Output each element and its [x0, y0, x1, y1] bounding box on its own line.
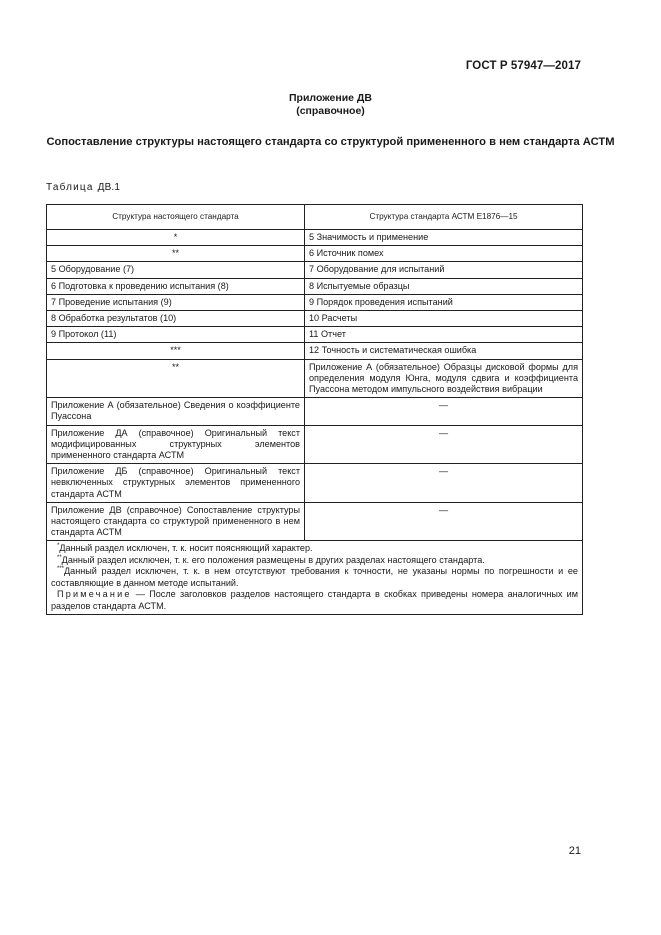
- footnotes: [51, 543, 578, 589]
- footnote-mark: *: [57, 543, 60, 550]
- table-body: [47, 230, 583, 541]
- table-row: [47, 230, 583, 246]
- table-row: [47, 278, 583, 294]
- footnote-text: Данный раздел исключен, т. к. его положения размещены в других разделах настоящего стандарта.: [61, 554, 485, 565]
- cell-current-standard: 9 Протокол (11): [47, 327, 305, 343]
- appendix-title: Приложение ДВ: [289, 92, 372, 104]
- cell-astm-standard: 8 Испытуемые образцы: [305, 278, 583, 294]
- col-header-current-standard: Структура настоящего стандарта: [47, 205, 305, 230]
- table-row: [47, 425, 583, 464]
- cell-astm-standard: Приложение А (обязательное) Образцы дисковой формы для определения модуля Юнга, модуля сдвига и коэффициента Пуассона методом импульсного воздействия вибрации: [305, 359, 583, 398]
- cell-astm-standard: 10 Расчеты: [305, 311, 583, 327]
- table-row: [47, 359, 583, 398]
- table-label-number: ДВ.1: [97, 182, 121, 193]
- table-row: [47, 311, 583, 327]
- note-text: — После заголовков разделов настоящего стандарта в скобках приведены номера аналогичных им разделов стандарта АСТМ.: [51, 589, 578, 611]
- footnote-text: Данный раздел исключен, т. к. в нем отсутствуют требования к точности, не указаны нормы по погрешности и ее составляющие в данном методе испытаний.: [51, 566, 578, 588]
- cell-current-standard: Приложение ДБ (справочное) Оригинальный текст невключенных структурных элементов примененного стандарта АСТМ: [47, 464, 305, 503]
- cell-astm-standard: —: [305, 464, 583, 503]
- footnote-mark: **: [57, 554, 62, 561]
- page-number: 21: [568, 845, 581, 857]
- table-header-row: [47, 205, 583, 230]
- cell-current-standard: 5 Оборудование (7): [47, 262, 305, 278]
- table-row: [47, 398, 583, 425]
- comparison-table: [46, 204, 583, 615]
- cell-astm-standard: 12 Точность и систематическая ошибка: [305, 343, 583, 359]
- cell-current-standard: *: [47, 230, 305, 246]
- cell-current-standard: 7 Проведение испытания (9): [47, 294, 305, 310]
- table-row: [47, 343, 583, 359]
- footnote: [51, 543, 578, 554]
- cell-current-standard: **: [47, 359, 305, 398]
- footnote-mark: ***: [57, 566, 65, 573]
- cell-current-standard: **: [47, 246, 305, 262]
- cell-astm-standard: —: [305, 502, 583, 541]
- notes-row: [47, 541, 583, 614]
- table-label: [46, 182, 120, 193]
- cell-current-standard: Приложение А (обязательное) Сведения о коэффициенте Пуассона: [47, 398, 305, 425]
- cell-astm-standard: 6 Источник помех: [305, 246, 583, 262]
- col-header-astm-standard: Структура стандарта АСТМ E1876—15: [305, 205, 583, 230]
- table-label-word: Таблица: [46, 182, 94, 193]
- footnote: [51, 566, 578, 589]
- cell-astm-standard: —: [305, 398, 583, 425]
- table-row: [47, 464, 583, 503]
- document-code: ГОСТ Р 57947—2017: [465, 60, 581, 72]
- main-title: Сопоставление структуры настоящего стандарта со структурой примененного в нем стандарта АСТМ: [46, 136, 615, 148]
- footnote-text: Данный раздел исключен, т. к. носит поясняющий характер.: [59, 543, 313, 554]
- table-row: [47, 262, 583, 278]
- cell-astm-standard: 5 Значимость и применение: [305, 230, 583, 246]
- cell-current-standard: ***: [47, 343, 305, 359]
- table-row: [47, 294, 583, 310]
- note-label: Примечание: [57, 589, 132, 600]
- appendix-heading: [0, 92, 661, 118]
- table-row: [47, 246, 583, 262]
- cell-astm-standard: 9 Порядок проведения испытаний: [305, 294, 583, 310]
- table-row: [47, 502, 583, 541]
- notes-cell: [47, 541, 583, 614]
- cell-current-standard: 8 Обработка результатов (10): [47, 311, 305, 327]
- cell-current-standard: 6 Подготовка к проведению испытания (8): [47, 278, 305, 294]
- appendix-subtitle: (справочное): [296, 105, 365, 117]
- footnote: [51, 555, 578, 566]
- cell-current-standard: Приложение ДВ (справочное) Сопоставление структуры настоящего стандарта со структурой примененного в нем стандарта АСТМ: [47, 502, 305, 541]
- table-row: [47, 327, 583, 343]
- cell-astm-standard: 7 Оборудование для испытаний: [305, 262, 583, 278]
- cell-current-standard: Приложение ДА (справочное) Оригинальный текст модифицированных структурных элементов примененного стандарта АСТМ: [47, 425, 305, 464]
- table-note: [51, 589, 578, 612]
- cell-astm-standard: 11 Отчет: [305, 327, 583, 343]
- cell-astm-standard: —: [305, 425, 583, 464]
